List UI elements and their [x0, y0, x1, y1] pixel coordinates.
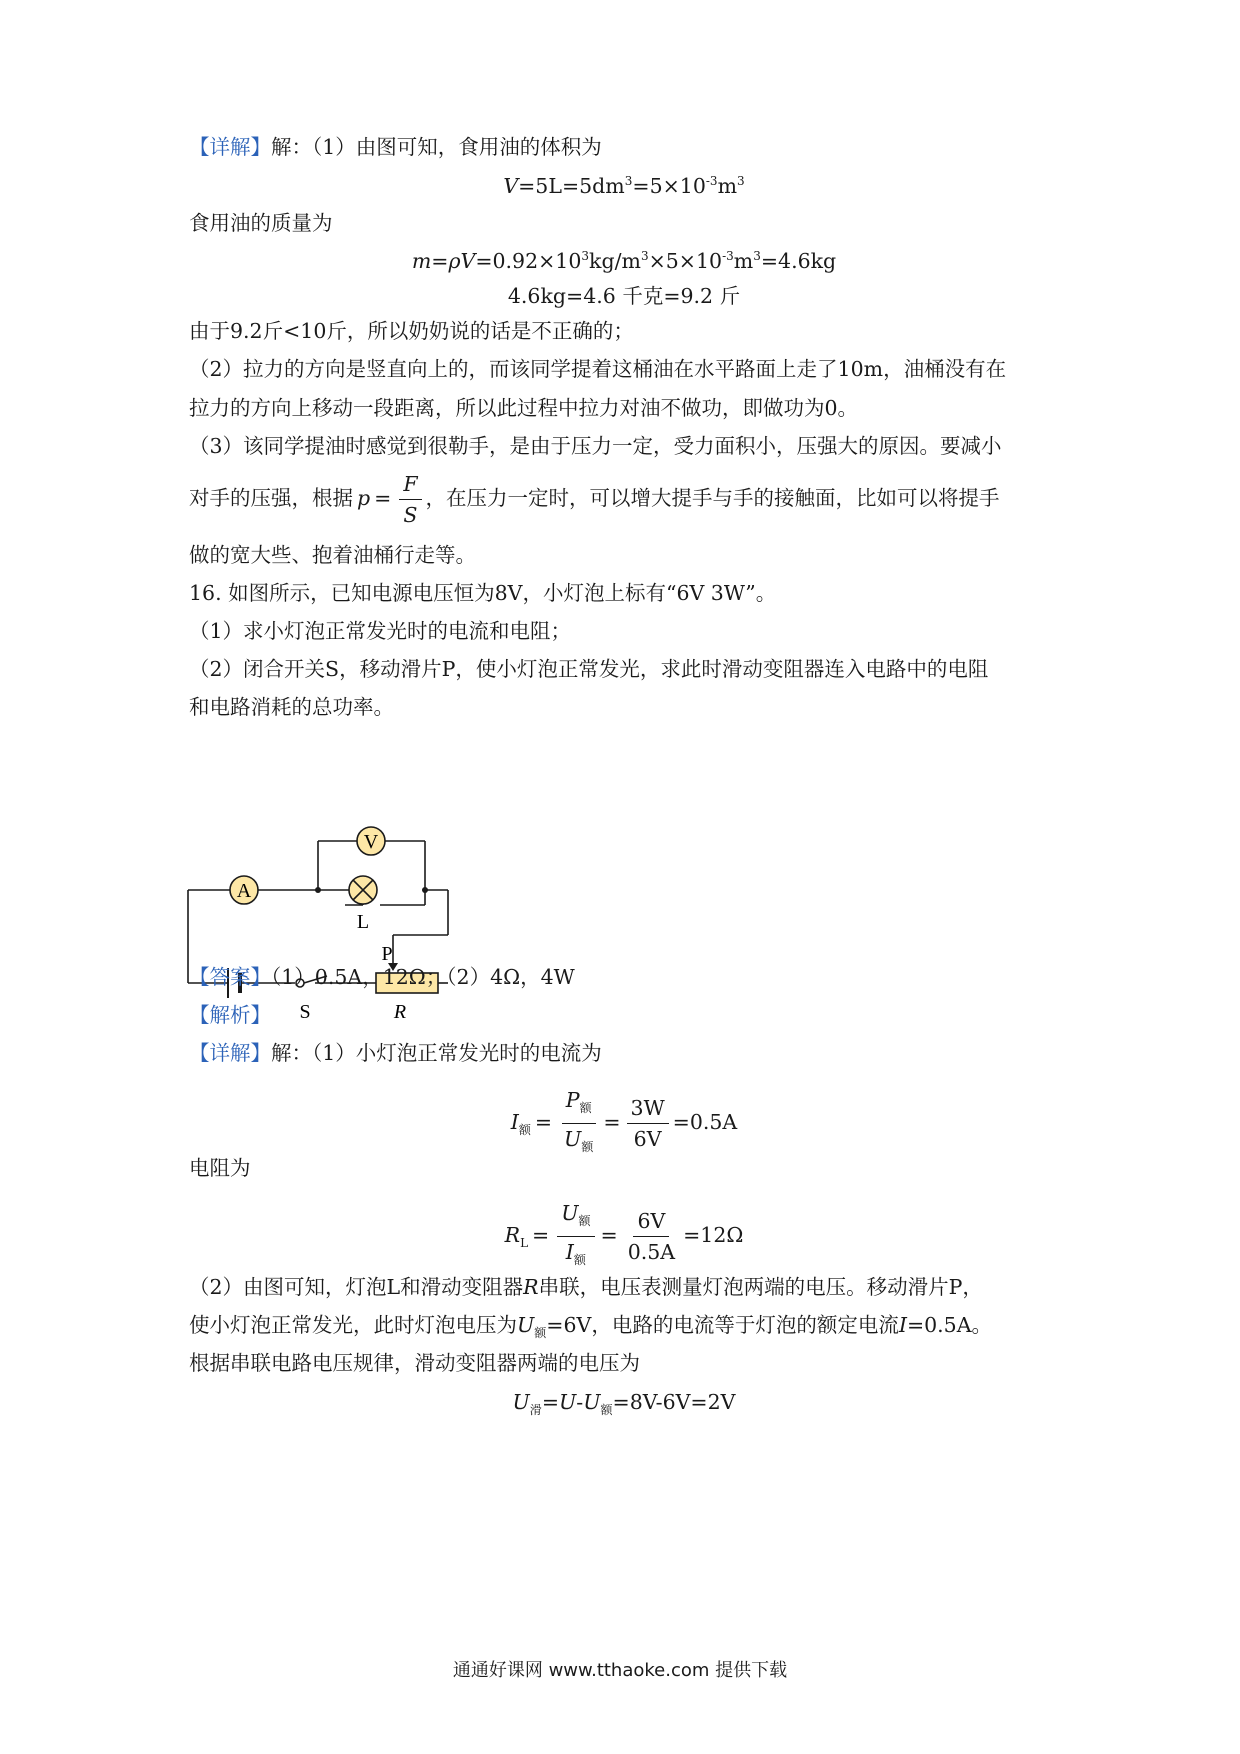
fraction: $\frac{F}{S}$ — [399, 469, 421, 530]
fraction: $\frac{U_额}{I_额}$ — [557, 1198, 594, 1275]
text-line: 根据串联电路电压规律，滑动变阻器两端的电压为 — [189, 1351, 640, 1375]
junction-right — [422, 887, 428, 893]
equation-resistance: $R_L$ = $\frac{U_额}{I_额}$ = $\frac{6V}{0.5A}$ =12Ω — [189, 1198, 1059, 1275]
switch-label: S — [299, 1001, 311, 1023]
equation-slider-voltage: $U_滑=U-U_额=8V-6V=2V$ — [512, 1390, 736, 1417]
fraction: $\frac{3W}{6V}$ — [627, 1093, 669, 1154]
ammeter-label: A — [236, 880, 252, 902]
text-line: 做的宽大些、抱着油桶行走等。 — [189, 543, 476, 567]
equation-volume: $V=5L=5dm^3=5\times 10^{-3}m^3$ — [503, 174, 745, 198]
fraction: $\frac{6V}{0.5A}$ — [624, 1206, 679, 1267]
detail-paragraph-2: 【详解】解：（1）小灯泡正常发光时的电流为 — [189, 1041, 602, 1065]
answer-line: 【答案】（1）0.5A，12Ω；（2）4Ω，4W — [189, 965, 575, 989]
question-part2-cont: 和电路消耗的总功率。 — [189, 695, 394, 719]
text-line: 由于9.2斤<10斤，所以奶奶说的话是不正确的； — [189, 319, 634, 343]
slider-label: P — [381, 943, 393, 965]
question-part1: （1）求小灯泡正常发光时的电流和电阻； — [189, 619, 572, 643]
equation-conversion: 4.6kg=4.6 千克=9.2 斤 — [507, 284, 741, 308]
equation-mass: $m=\rho V=0.92\times 10^3kg/m^3\times 5\times 10^{-3}m^3=4.6kg$ — [411, 249, 837, 273]
text-line: （2）由图可知，灯泡L和滑动变阻器R串联，电压表测量灯泡两端的电压。移动滑片P， — [189, 1275, 983, 1299]
question-part2: （2）闭合开关S，移动滑片P，使小灯泡正常发光，求此时滑动变阻器连入电路中的电阻 — [189, 657, 989, 681]
resistor-label: R — [393, 1001, 407, 1023]
text: 解：（1）由图可知，食用油的体积为 — [271, 135, 602, 159]
text-line: 食用油的质量为 — [189, 211, 333, 235]
analysis-label: 【解析】 — [189, 1003, 271, 1027]
equation-current: $I_额$ = $\frac{P_额}{U_额}$ = $\frac{3W}{6V}$ =0.5A — [189, 1085, 1059, 1162]
text-line: （3）该同学提油时感觉到很勒手，是由于压力一定，受力面积小，压强大的原因。要减小 — [189, 434, 1002, 458]
text-line: 电阻为 — [189, 1156, 251, 1180]
lamp-label: L — [356, 911, 370, 933]
circuit-diagram — [180, 815, 480, 1030]
text-line-with-formula: 对手的压强，根据 p = $\frac{F}{S}$ ，在压力一定时，可以增大提手与手的接触面，比如可以将提手 — [189, 468, 1059, 530]
fraction: $\frac{P_额}{U_额}$ — [560, 1085, 597, 1162]
junction-left — [315, 887, 321, 893]
page-footer: 通通好课网 www.tthaoke.com 提供下载 — [452, 1660, 788, 1681]
detail-paragraph — [189, 132, 1059, 162]
question-stem: 16. 如图所示，已知电源电压恒为8V，小灯泡上标有“6V 3W”。 — [189, 581, 777, 605]
answer-label: 【答案】 — [189, 965, 271, 989]
voltmeter-label: V — [363, 831, 379, 853]
text-line: （2）拉力的方向是竖直向上的，而该同学提着这桶油在水平路面上走了10m，油桶没有在 — [189, 357, 1007, 381]
text-line: 拉力的方向上移动一段距离，所以此过程中拉力对油不做功，即做功为0。 — [189, 396, 859, 420]
detail-label: 【详解】 — [189, 1041, 271, 1065]
detail-label: 【详解】 — [189, 135, 271, 159]
text-line: 使小灯泡正常发光，此时灯泡电压为$U_额=6V$，电路的电流等于灯泡的额定电流I=0.5A。 — [189, 1313, 993, 1340]
